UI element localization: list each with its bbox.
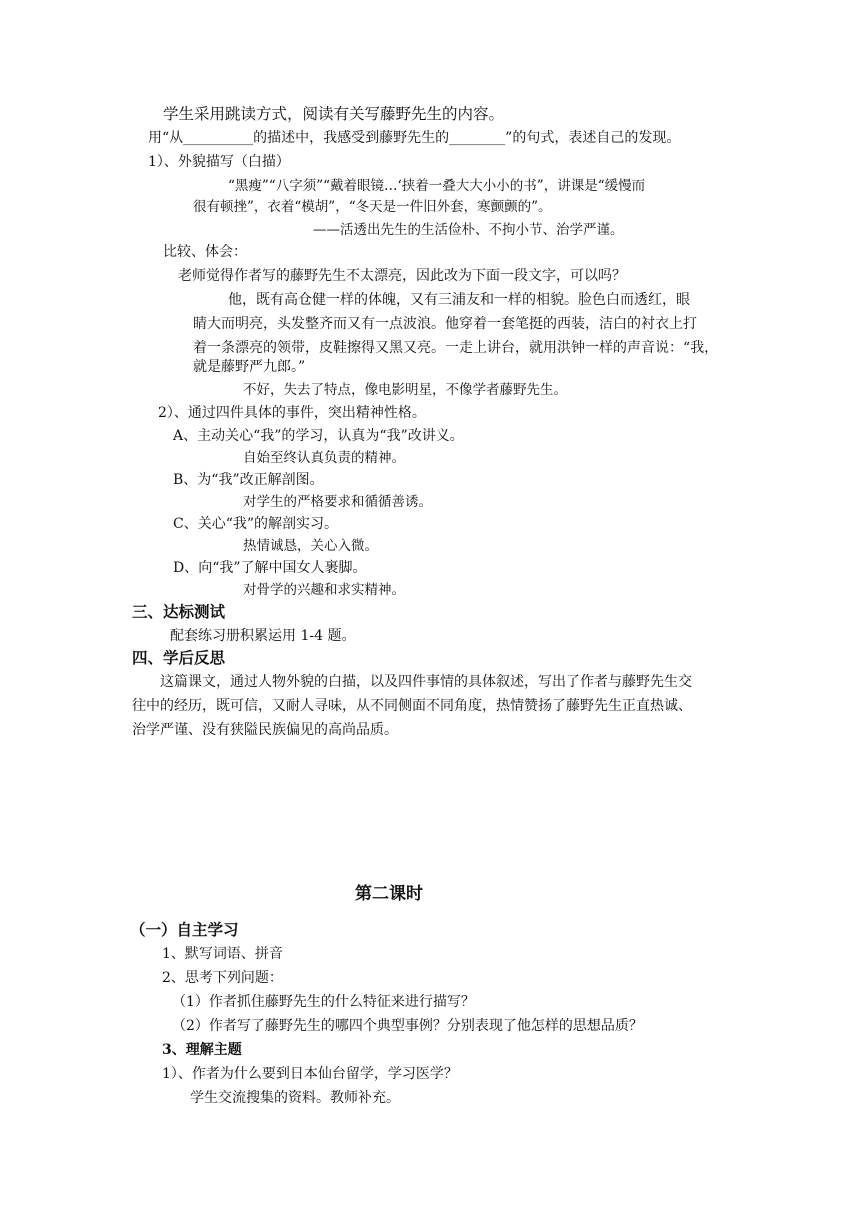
event-a-spirit: 自始至终认真负责的精神。 [243, 450, 405, 466]
events-heading: 2）、通过四件具体的事件，突出精神性格。 [158, 405, 426, 421]
lesson-2-title: 第二课时 [355, 884, 423, 904]
reflection-line-2: 往中的经历，既可信，又耐人寻味，从不同侧面不同角度，热情赞扬了藤野先生正直热诚、 [132, 698, 692, 714]
event-d-label: D、向“我”了解中国女人裹脚。 [173, 560, 367, 576]
theme-sub-1-answer: 学生交流搜集的资料。教师补充。 [190, 1090, 400, 1106]
self-study-item-2: 2、思考下列问题： [162, 970, 283, 986]
rewrite-line-4: 就是藤野严九郎。” [193, 359, 306, 375]
quote-line-1: “黑瘦”“八字须”“戴着眼镜…‘挟着一叠大大小小的书”，讲课是“缓慢而 [228, 178, 646, 194]
self-study-item-3: 3、理解主题 [162, 1042, 242, 1058]
event-d-spirit: 对骨学的兴趣和求实精神。 [243, 582, 405, 598]
intro-text: 学生采用跳读方式，阅读有关写藤野先生的内容。 [163, 105, 505, 123]
question-1: （1）作者抓住藤野先生的什么特征来进行描写？ [172, 994, 475, 1010]
compare-question: 老师觉得作者写的藤野先生不太漂亮，因此改为下面一段文字，可以吗？ [178, 268, 626, 284]
sentence-pattern-text: 用“从__________的描述中，我感受到藤野先生的________”的句式，表述自己的发现。 [148, 130, 681, 146]
event-a-label: A、主动关心“我”的学习，认真为“我”改讲义。 [173, 428, 464, 444]
rewrite-line-3: 着一条漂亮的领带，皮鞋擦得又黑又亮。一走上讲台，就用洪钟一样的声音说：“我， [193, 340, 719, 356]
self-study-heading: （一）自主学习 [130, 921, 239, 939]
rewrite-line-2: 睛大而明亮，头发整齐而又有一点波浪。他穿着一套笔挺的西装，洁白的衬衣上打 [193, 316, 697, 332]
reflection-line-1: 这篇课文，通过人物外貌的白描，以及四件事情的具体叙述，写出了作者与藤野先生交 [160, 674, 692, 690]
appearance-heading: 1）、外貌描写（白描） [148, 154, 290, 170]
event-b-label: B、为“我”改正解剖图。 [173, 472, 324, 488]
rewrite-line-1: 他，既有高仓健一样的体魄，又有三浦友和一样的相貌。脸色白而透红，眼 [228, 292, 690, 308]
section-3-text: 配套练习册积累运用 1-4 题。 [170, 628, 356, 644]
event-c-spirit: 热情诚恳，关心入微。 [243, 538, 378, 554]
compare-heading: 比较、体会： [163, 244, 247, 260]
quote-conclusion: ——活透出先生的生活俭朴、不拘小节、治学严谨。 [313, 222, 624, 238]
section-4-heading: 四、学后反思 [132, 649, 226, 667]
quote-line-2: 很有顿挫”，衣着“模胡”，“冬天是一件旧外套，寒颤颤的”。 [193, 199, 552, 215]
event-b-spirit: 对学生的严格要求和循循善诱。 [243, 494, 432, 510]
event-c-label: C、关心“我”的解剖实习。 [173, 516, 339, 532]
reflection-line-3: 治学严谨、没有狭隘民族偏见的高尚品质。 [132, 722, 398, 738]
theme-sub-1: 1）、作者为什么要到日本仙台留学，学习医学？ [162, 1066, 458, 1082]
rewrite-answer: 不好，失去了特点，像电影明星，不像学者藤野先生。 [243, 382, 567, 398]
section-3-heading: 三、达标测试 [132, 603, 226, 621]
question-2: （2）作者写了藤野先生的哪四个典型事例？分别表现了他怎样的思想品质？ [172, 1018, 643, 1034]
self-study-item-1: 1、默写词语、拼音 [162, 946, 283, 962]
